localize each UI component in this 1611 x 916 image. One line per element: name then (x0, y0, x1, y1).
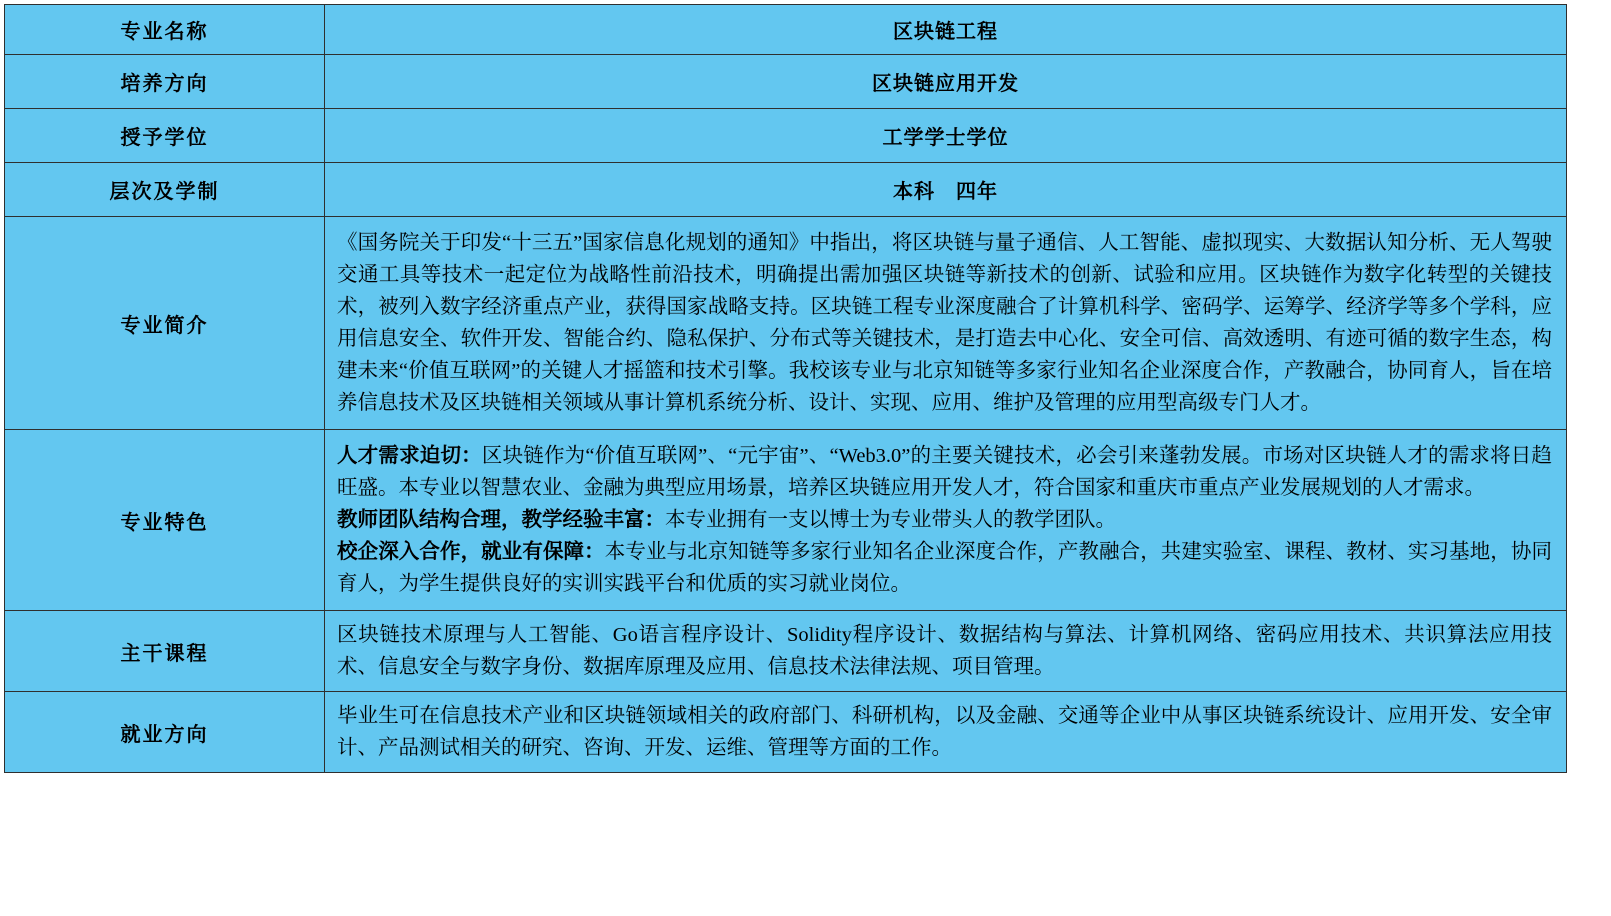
table-row (5, 430, 1567, 611)
table-row (5, 692, 1567, 773)
row-label-core-courses: 主干课程 (5, 611, 325, 692)
row-label-major-name: 专业名称 (5, 5, 325, 55)
table-row (5, 109, 1567, 163)
table-row (5, 217, 1567, 430)
feature-item (337, 440, 1552, 504)
row-value-employment (325, 692, 1567, 773)
row-value-training-direction (325, 55, 1567, 109)
feature-heading: 校企深入合作，就业有保障： (337, 541, 605, 563)
core-courses-text: 区块链技术原理与人工智能、Go语言程序设计、Solidity程序设计、数据结构与算法、计算机网络、密码应用技术、共识算法应用技术、信息安全与数字身份、数据库原理及应用、信息技术法律法规、项目管理。 (337, 624, 1552, 678)
row-label-training-direction: 培养方向 (5, 55, 325, 109)
introduction-text: 《国务院关于印发“十三五”国家信息化规划的通知》中指出，将区块链与量子通信、人工智能、虚拟现实、大数据认知分析、无人驾驶交通工具等技术一起定位为战略性前沿技术，明确提出需加强区块链等新技术的创新、试验和应用。区块链作为数字化转型的关键技术，被列入数字经济重点产业，获得国家战略支持。区块链工程专业深度融合了计算机科学、密码学、运筹学、经济学等多个学科，应用信息安全、软件开发、智能合约、隐私保护、分布式等关键技术，是打造去中心化、安全可信、高效透明、有迹可循的数字生态，构建未来“价值互联网”的关键人才摇篮和技术引擎。我校该专业与北京知链等多家行业知名企业深度合作，产教融合，协同育人，旨在培养信息技术及区块链相关领域从事计算机系统分析、设计、实现、应用、维护及管理的应用型高级专门人才。 (337, 232, 1552, 414)
major-info-table (4, 4, 1567, 773)
table-row (5, 5, 1567, 55)
row-value-degree (325, 109, 1567, 163)
feature-text: 本专业拥有一支以博士为专业带头人的教学团队。 (665, 509, 1116, 531)
training-direction-text: 区块链应用开发 (872, 73, 1019, 95)
table-row (5, 163, 1567, 217)
row-label-introduction: 专业简介 (5, 217, 325, 430)
table-row (5, 55, 1567, 109)
row-label-features: 专业特色 (5, 430, 325, 611)
feature-text: 区块链作为“价值互联网”、“元宇宙”、“Web3.0”的主要关键技术，必会引来蓬勃发展。市场对区块链人才的需求将日趋旺盛。本专业以智慧农业、金融为典型应用场景，培养区块链应用开发人才，符合国家和重庆市重点产业发展规划的人才需求。 (337, 445, 1553, 499)
feature-item (337, 504, 1552, 536)
row-label-level-duration: 层次及学制 (5, 163, 325, 217)
degree-text: 工学学士学位 (882, 127, 1009, 149)
features-block (325, 430, 1566, 610)
row-label-degree: 授予学位 (5, 109, 325, 163)
feature-item (337, 536, 1552, 600)
feature-heading: 教师团队结构合理，教学经验丰富： (337, 509, 665, 531)
feature-text: 本专业与北京知链等多家行业知名企业深度合作，产教融合，共建实验室、课程、教材、实习基地，协同育人，为学生提供良好的实训实践平台和优质的实习就业岗位。 (337, 541, 1552, 595)
level-duration-text: 本科 四年 (893, 181, 998, 203)
row-label-employment: 就业方向 (5, 692, 325, 773)
major-name-text: 区块链工程 (893, 21, 998, 43)
row-value-major-name (325, 5, 1567, 55)
feature-heading: 人才需求迫切： (337, 445, 482, 467)
row-value-introduction (325, 217, 1567, 430)
table-row (5, 611, 1567, 692)
row-value-features (325, 430, 1567, 611)
row-value-level-duration (325, 163, 1567, 217)
row-value-core-courses (325, 611, 1567, 692)
employment-text: 毕业生可在信息技术产业和区块链领域相关的政府部门、科研机构，以及金融、交通等企业中从事区块链系统设计、应用开发、安全审计、产品测试相关的研究、咨询、开发、运维、管理等方面的工作。 (337, 705, 1552, 759)
